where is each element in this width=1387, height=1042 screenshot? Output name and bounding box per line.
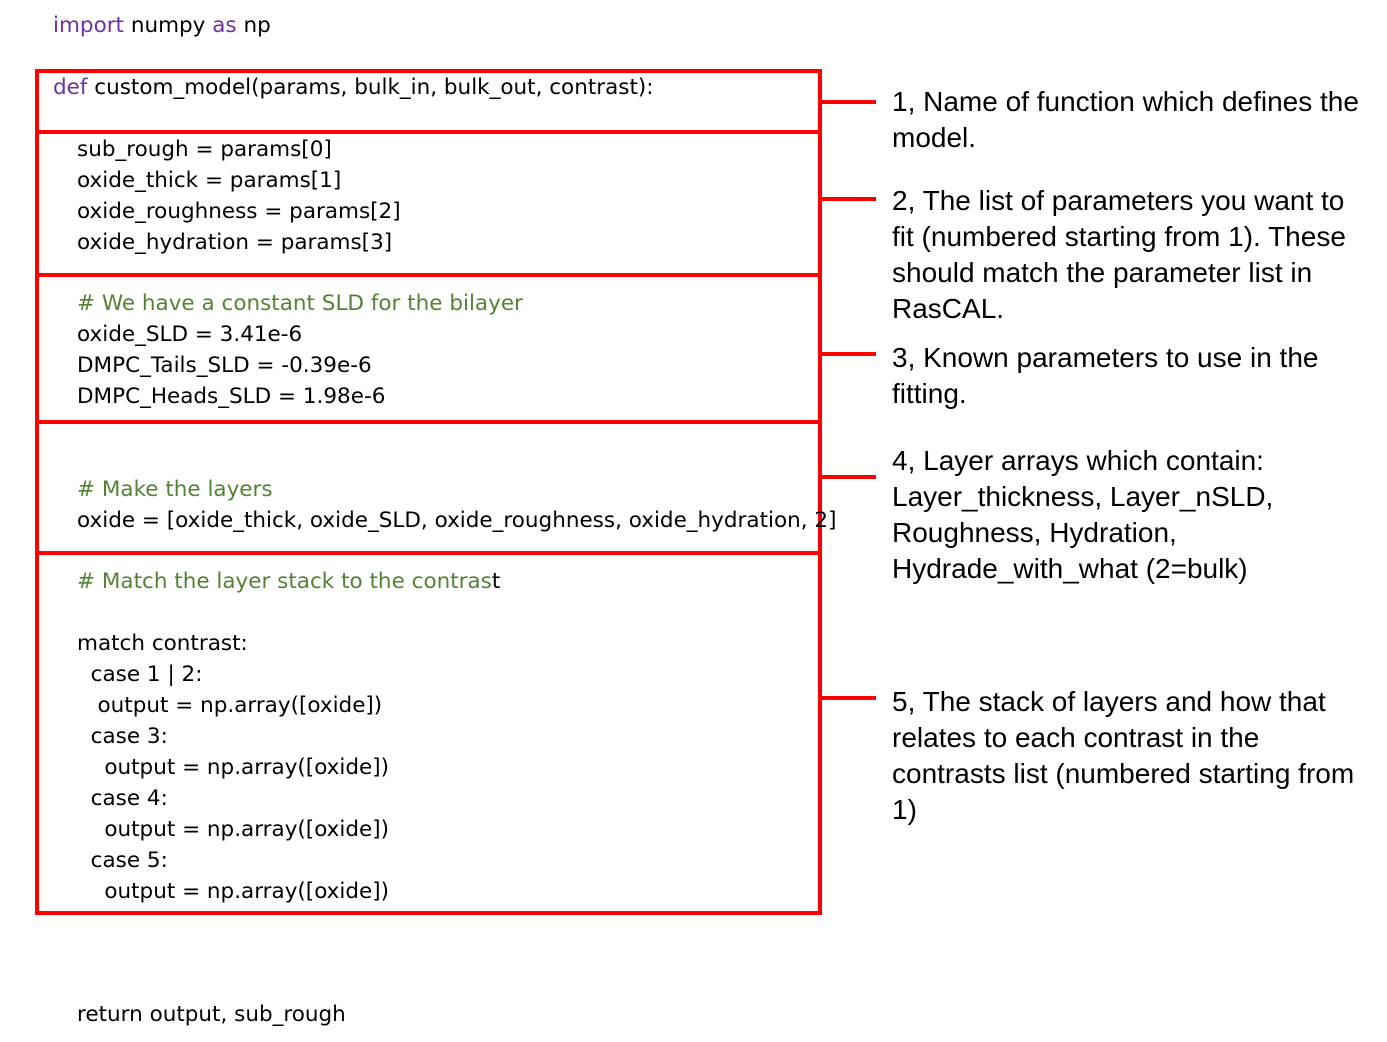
stack-line: case 3: bbox=[77, 724, 168, 749]
def-line bbox=[53, 72, 654, 103]
annotation-known-parameters: 3, Known parameters to use in the fitting. bbox=[892, 342, 1319, 409]
stack-line: output = np.array([oxide]) bbox=[77, 879, 390, 904]
param-line: sub_rough = params[0] bbox=[77, 137, 332, 162]
param-line: oxide_roughness = params[2] bbox=[77, 199, 401, 224]
known-param-line: DMPC_Tails_SLD = -0.39e-6 bbox=[77, 353, 372, 378]
section-divider-2 bbox=[35, 273, 822, 277]
known-params-comment: # We have a constant SLD for the bilayer bbox=[77, 291, 523, 316]
module-name: numpy bbox=[124, 13, 213, 38]
return-line: return output, sub_rough bbox=[77, 1002, 346, 1027]
stack-line: case 1 | 2: bbox=[77, 662, 203, 687]
layers-line: oxide = [oxide_thick, oxide_SLD, oxide_roughness, oxide_hydration, 2] bbox=[77, 508, 837, 533]
stack-comment-tail: t bbox=[491, 569, 501, 594]
stack-line: output = np.array([oxide]) bbox=[77, 817, 390, 842]
stack-line: match contrast: bbox=[77, 631, 248, 656]
annotation-function-name: 1, Name of function which defines the model. bbox=[892, 86, 1359, 153]
stack-comment bbox=[77, 566, 500, 597]
known-param-line: DMPC_Heads_SLD = 1.98e-6 bbox=[77, 384, 386, 409]
annotation-layer-stack: 5, The stack of layers and how that relates to each contrast in the contrasts list (numbered starting from 1) bbox=[892, 686, 1355, 825]
annotation-layer-arrays: 4, Layer arrays which contain: Layer_thickness, Layer_nSLD, Roughness, Hydration, Hydrade_with_what (2=bulk) bbox=[892, 445, 1274, 584]
module-alias: np bbox=[236, 13, 271, 38]
connector-1 bbox=[822, 100, 876, 104]
connector-4 bbox=[822, 475, 876, 479]
as-keyword: as bbox=[212, 13, 237, 38]
def-keyword: def bbox=[53, 75, 88, 100]
annotation-fit-parameters: 2, The list of parameters you want to fit (numbered starting from 1). These should match the parameter list in RasCAL. bbox=[892, 185, 1346, 324]
connector-5 bbox=[822, 696, 876, 700]
function-signature: custom_model(params, bulk_in, bulk_out, contrast): bbox=[87, 75, 654, 100]
known-param-line: oxide_SLD = 3.41e-6 bbox=[77, 322, 303, 347]
param-line: oxide_hydration = params[3] bbox=[77, 230, 393, 255]
stack-line: output = np.array([oxide]) bbox=[77, 693, 383, 718]
param-line: oxide_thick = params[1] bbox=[77, 168, 342, 193]
section-divider-3 bbox=[35, 420, 822, 424]
stack-line: case 5: bbox=[77, 848, 168, 873]
layers-comment: # Make the layers bbox=[77, 477, 273, 502]
stack-line: case 4: bbox=[77, 786, 168, 811]
import-keyword: import bbox=[53, 13, 124, 38]
connector-2 bbox=[822, 197, 876, 201]
connector-3 bbox=[822, 352, 876, 356]
stack-line: output = np.array([oxide]) bbox=[77, 755, 390, 780]
import-line bbox=[53, 10, 271, 41]
section-divider-4 bbox=[35, 551, 822, 555]
stack-comment-text: # Match the layer stack to the contras bbox=[77, 569, 492, 594]
